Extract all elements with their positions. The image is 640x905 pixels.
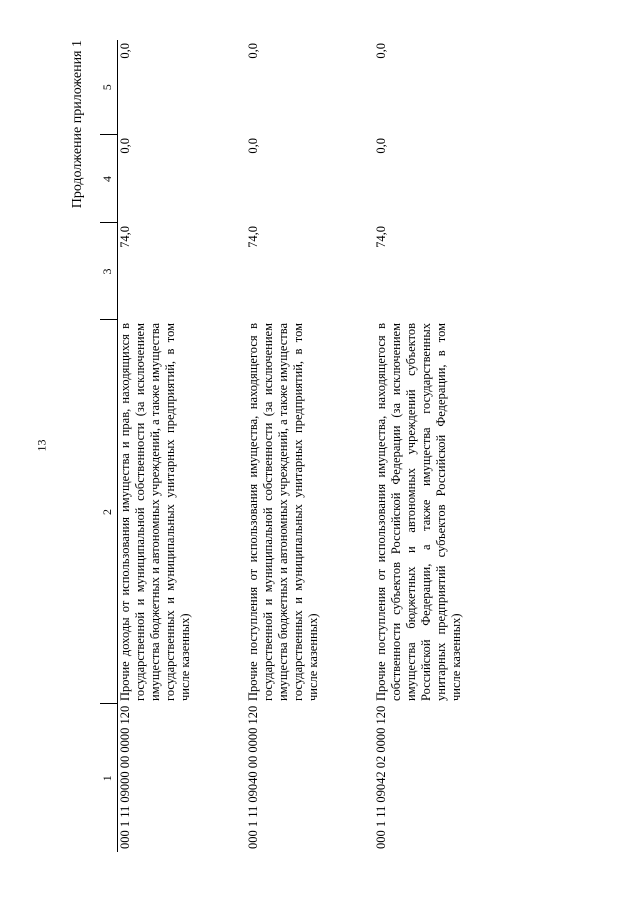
column-header-1: 1 [100, 704, 118, 852]
rotated-page-content [70, 40, 560, 852]
budget-code: 000 1 11 09040 00 0000 120 [246, 705, 260, 849]
table-row [118, 40, 247, 852]
budget-code: 000 1 11 09042 02 0000 120 [374, 705, 388, 849]
table-row [374, 40, 502, 852]
value-col4: 0,0 [246, 138, 260, 154]
column-header-4: 4 [100, 135, 118, 223]
table-header-row [100, 40, 118, 852]
value-col5: 0,0 [246, 43, 260, 59]
table-row [246, 40, 374, 852]
revenue-table [100, 40, 502, 852]
income-description: Прочие поступления от использования имущества, находящегося в собственности субъектов Российской Федерации (за исключением имущества бюджетных и автономных учреждений субъектов Российской Федерации, а также имущества государственных унитарных предприятий субъектов Российской Федерации, в том числе казенных) [374, 323, 463, 701]
budget-code: 000 1 11 09000 00 0000 120 [118, 705, 132, 849]
value-col3: 74,0 [374, 226, 388, 248]
appendix-caption: Продолжение приложения 1 [70, 40, 85, 209]
value-col4: 0,0 [374, 138, 388, 154]
column-header-3: 3 [100, 223, 118, 320]
value-col5: 0,0 [118, 43, 132, 59]
value-col3: 74,0 [118, 226, 132, 248]
income-description: Прочие доходы от использования имущества и прав, находящихся в государственной и муниципальной собственности (за исключением имущества бюджетных и автономных учреждений, а также имущества государственных и муниципальных унитарных предприятий, в том числе казенных) [118, 323, 192, 701]
value-col3: 74,0 [246, 226, 260, 248]
value-col4: 0,0 [118, 138, 132, 154]
column-header-5: 5 [100, 40, 118, 135]
page-number: 13 [34, 439, 49, 452]
column-header-2: 2 [100, 320, 118, 704]
income-description: Прочие поступления от использования имущества, находящегося в государственной и муниципальной собственности (за исключением имущества бюджетных и автономных учреждений, а также имущества государственных и муниципальных унитарных предприятий, в том числе казенных) [246, 323, 320, 701]
value-col5: 0,0 [374, 43, 388, 59]
